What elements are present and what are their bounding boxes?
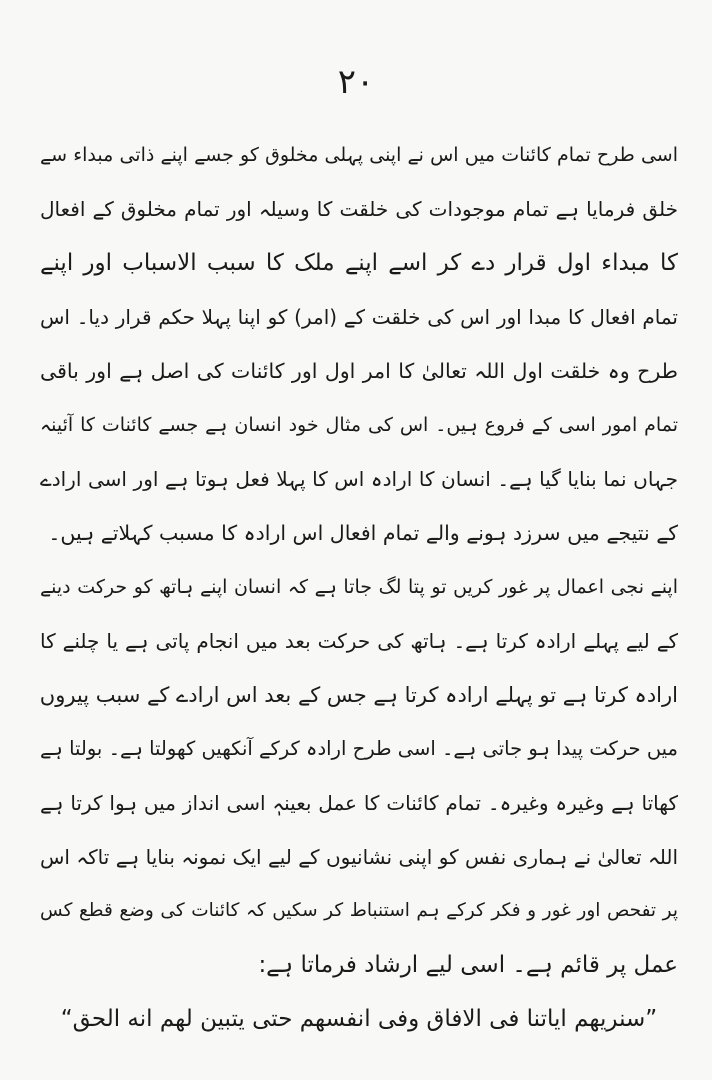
text-line: کا مبداء اول قرار دے کر اسے اپنے ملک کا سبب الاسباب اور اپنے <box>40 250 678 276</box>
text-line: تمام افعال کا مبدا اور اس کی خلقت کے (امر) کو اپنا پہلا حکم قرار دیا۔ اس <box>40 305 678 329</box>
text-line: عمل پر قائم ہے۔ اسی لیے ارشاد فرماتا ہے: <box>258 952 678 978</box>
text-line: میں حرکت پیدا ہو جاتی ہے۔ اسی طرح ارادہ کرکے آنکھیں کھولتا ہے۔ بولتا ہے <box>40 737 678 760</box>
text-line: طرح وہ خلقت اول اللہ تعالیٰ کا امر اول اور کائنات کی اصل ہے اور باقی <box>40 359 678 383</box>
text-line: اپنے نجی اعمال پر غور کریں تو پتا لگ جاتا ہے کہ انسان اپنے ہاتھ کو حرکت دینے <box>40 576 678 598</box>
text-line: کے نتیجے میں سرزد ہونے والے تمام افعال اس ارادہ کا مسبب کہلاتے ہیں۔ <box>48 521 678 545</box>
page-number: ۲۰ <box>337 62 375 102</box>
text-line: کھاتا ہے وغیرہ وغیرہ۔ تمام کائنات کا عمل بعینہٖ اسی انداز میں ہوا کرتا ہے <box>40 791 678 815</box>
page-body-text <box>40 128 678 1046</box>
text-line: اسی طرح تمام کائنات میں اس نے اپنی پہلی مخلوق کو جسے اپنے ذاتی مبداء سے <box>40 144 678 166</box>
quranic-quote-line: ”سنریھم ایاتنا فی الافاق وفی انفسھم حتی یتبین لھم انه الحق“ <box>60 1006 658 1032</box>
text-line: پر تفحص اور غور و فکر کرکے ہم استنباط کر سکیں کہ کائنات کی وضع قطع کس <box>40 900 678 921</box>
text-line: خلق فرمایا ہے تمام موجودات کی خلقت کا وسیلہ اور تمام مخلوق کے افعال <box>40 197 678 221</box>
text-line: تمام امور اسی کے فروع ہیں۔ اس کی مثال خود انسان ہے جسے کائنات کا آئینہ <box>40 414 678 436</box>
text-line: ارادہ کرتا ہے تو پہلے ارادہ کرتا ہے جس کے بعد اس ارادے کے سبب پیروں <box>40 683 678 707</box>
text-line: جہاں نما بنایا گیا ہے۔ انسان کا ارادہ اس کا پہلا فعل ہوتا ہے اور اسی ارادے <box>40 467 678 491</box>
text-line: کے لیے پہلے ارادہ کرتا ہے۔ ہاتھ کی حرکت بعد میں انجام پاتی ہے یا چلنے کا <box>40 629 678 653</box>
text-line: اللہ تعالیٰ نے ہماری نفس کو اپنی نشانیوں کے لیے ایک نمونہ بنایا ہے تاکہ اس <box>40 845 678 869</box>
